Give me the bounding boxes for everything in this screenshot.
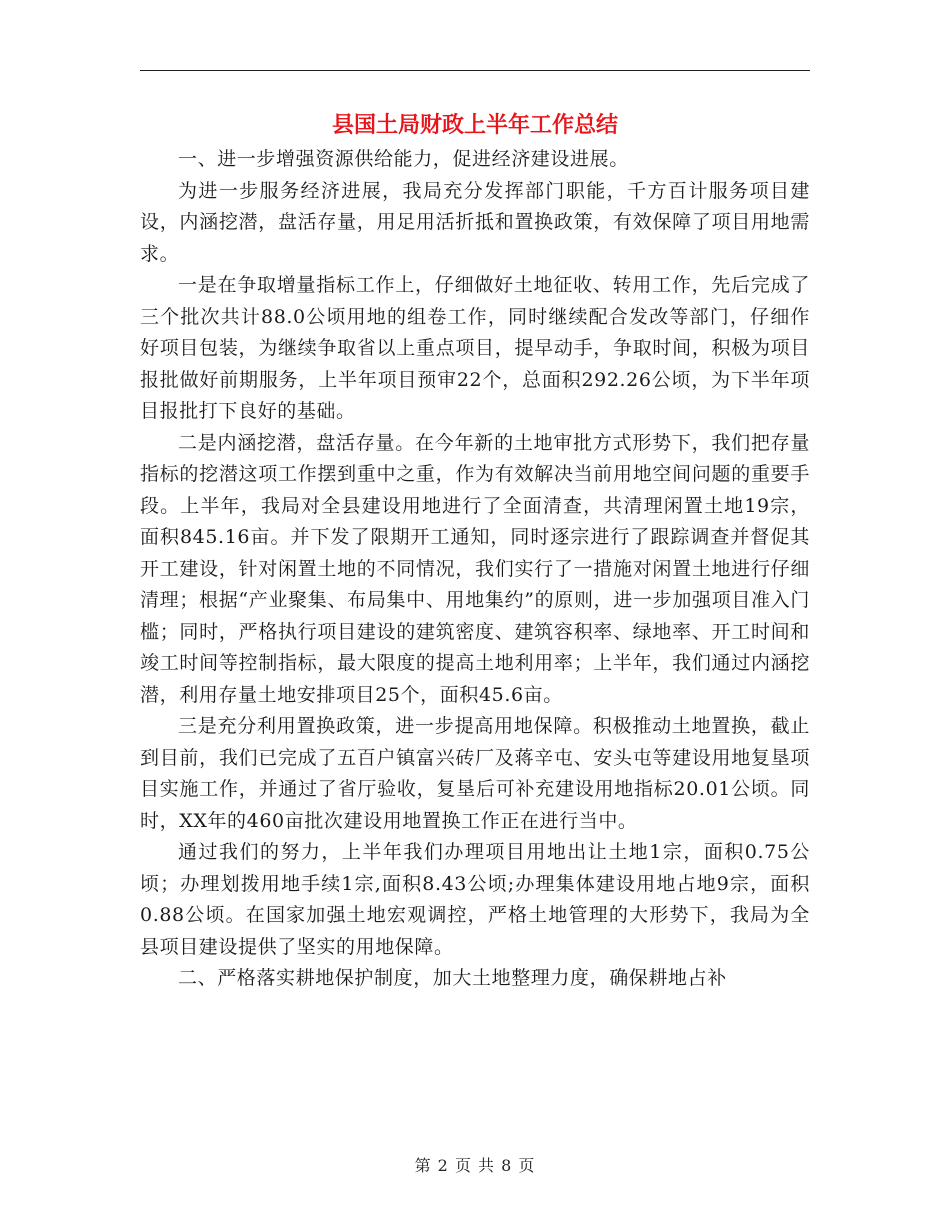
paragraph-section-two-heading: 二、严格落实耕地保护制度，加大土地整理力度，确保耕地占补 xyxy=(178,967,727,989)
paragraph-intro: 为进一步服务经济进展，我局充分发挥部门职能，千方百计服务项目建设，内涵挖潜，盘活存量，用足用活折抵和置换政策，有效保障了项目用地需求。 xyxy=(140,179,810,265)
paragraph-section-one-heading: 一、进一步增强资源供给能力，促进经济建设进展。 xyxy=(178,148,629,170)
paragraph-replacement-policy: 三是充分利用置换政策，进一步提高用地保障。积极推动土地置换，截止到目前，我们已完成了五百户镇富兴砖厂及蒋辛屯、安头屯等建设用地复垦项目实施工作，并通过了省厅验收，复垦后可补充建设用地指标20.01公顷。同时，XX年的460亩批次建设用地置换工作正在进行当中。 xyxy=(140,715,810,832)
page-number: 第 2 页 共 8 页 xyxy=(414,1156,536,1175)
header-rule xyxy=(140,70,810,71)
document-title: 县国土局财政上半年工作总结 xyxy=(331,113,618,138)
paragraph-increment-indicators: 一是在争取增量指标工作上，仔细做好土地征收、转用工作，先后完成了三个批次共计88.0公顷用地的组卷工作，同时继续配合发改等部门，仔细作好项目包装，为继续争取省以上重点项目，提早动手，争取时间，积极为项目报批做好前期服务，上半年项目预审22个，总面积292.26公顷，为下半年项目报批打下良好的基础。 xyxy=(140,274,810,422)
paragraph-stock-potential: 二是内涵挖潜，盘活存量。在今年新的土地审批方式形势下，我们把存量指标的挖潜这项工作摆到重中之重，作为有效解决当前用地空间问题的重要手段。上半年，我局对全县建设用地进行了全面清查，共清理闲置土地19宗，面积845.16亩。并下发了限期开工通知，同时逐宗进行了跟踪调查并督促其开工建设，针对闲置土地的不同情况，我们实行了一措施对闲置土地进行仔细清理；根据“产业聚集、布局集中、用地集约”的原则，进一步加强项目准入门槛；同时，严格执行项目建设的建筑密度、建筑容积率、绿地率、开工时间和竣工时间等控制指标，最大限度的提高土地利用率；上半年，我们通过内涵挖潜，利用存量土地安排项目25个，面积45.6亩。 xyxy=(140,431,810,706)
paragraph-results: 通过我们的努力，上半年我们办理项目用地出让土地1宗，面积0.75公顷；办理划拨用地手续1宗,面积8.43公顷;办理集体建设用地占地9宗，面积0.88公顷。在国家加强土地宏观调控，严格土地管理的大形势下，我局为全县项目建设提供了坚实的用地保障。 xyxy=(140,841,810,958)
document-body xyxy=(140,144,810,995)
